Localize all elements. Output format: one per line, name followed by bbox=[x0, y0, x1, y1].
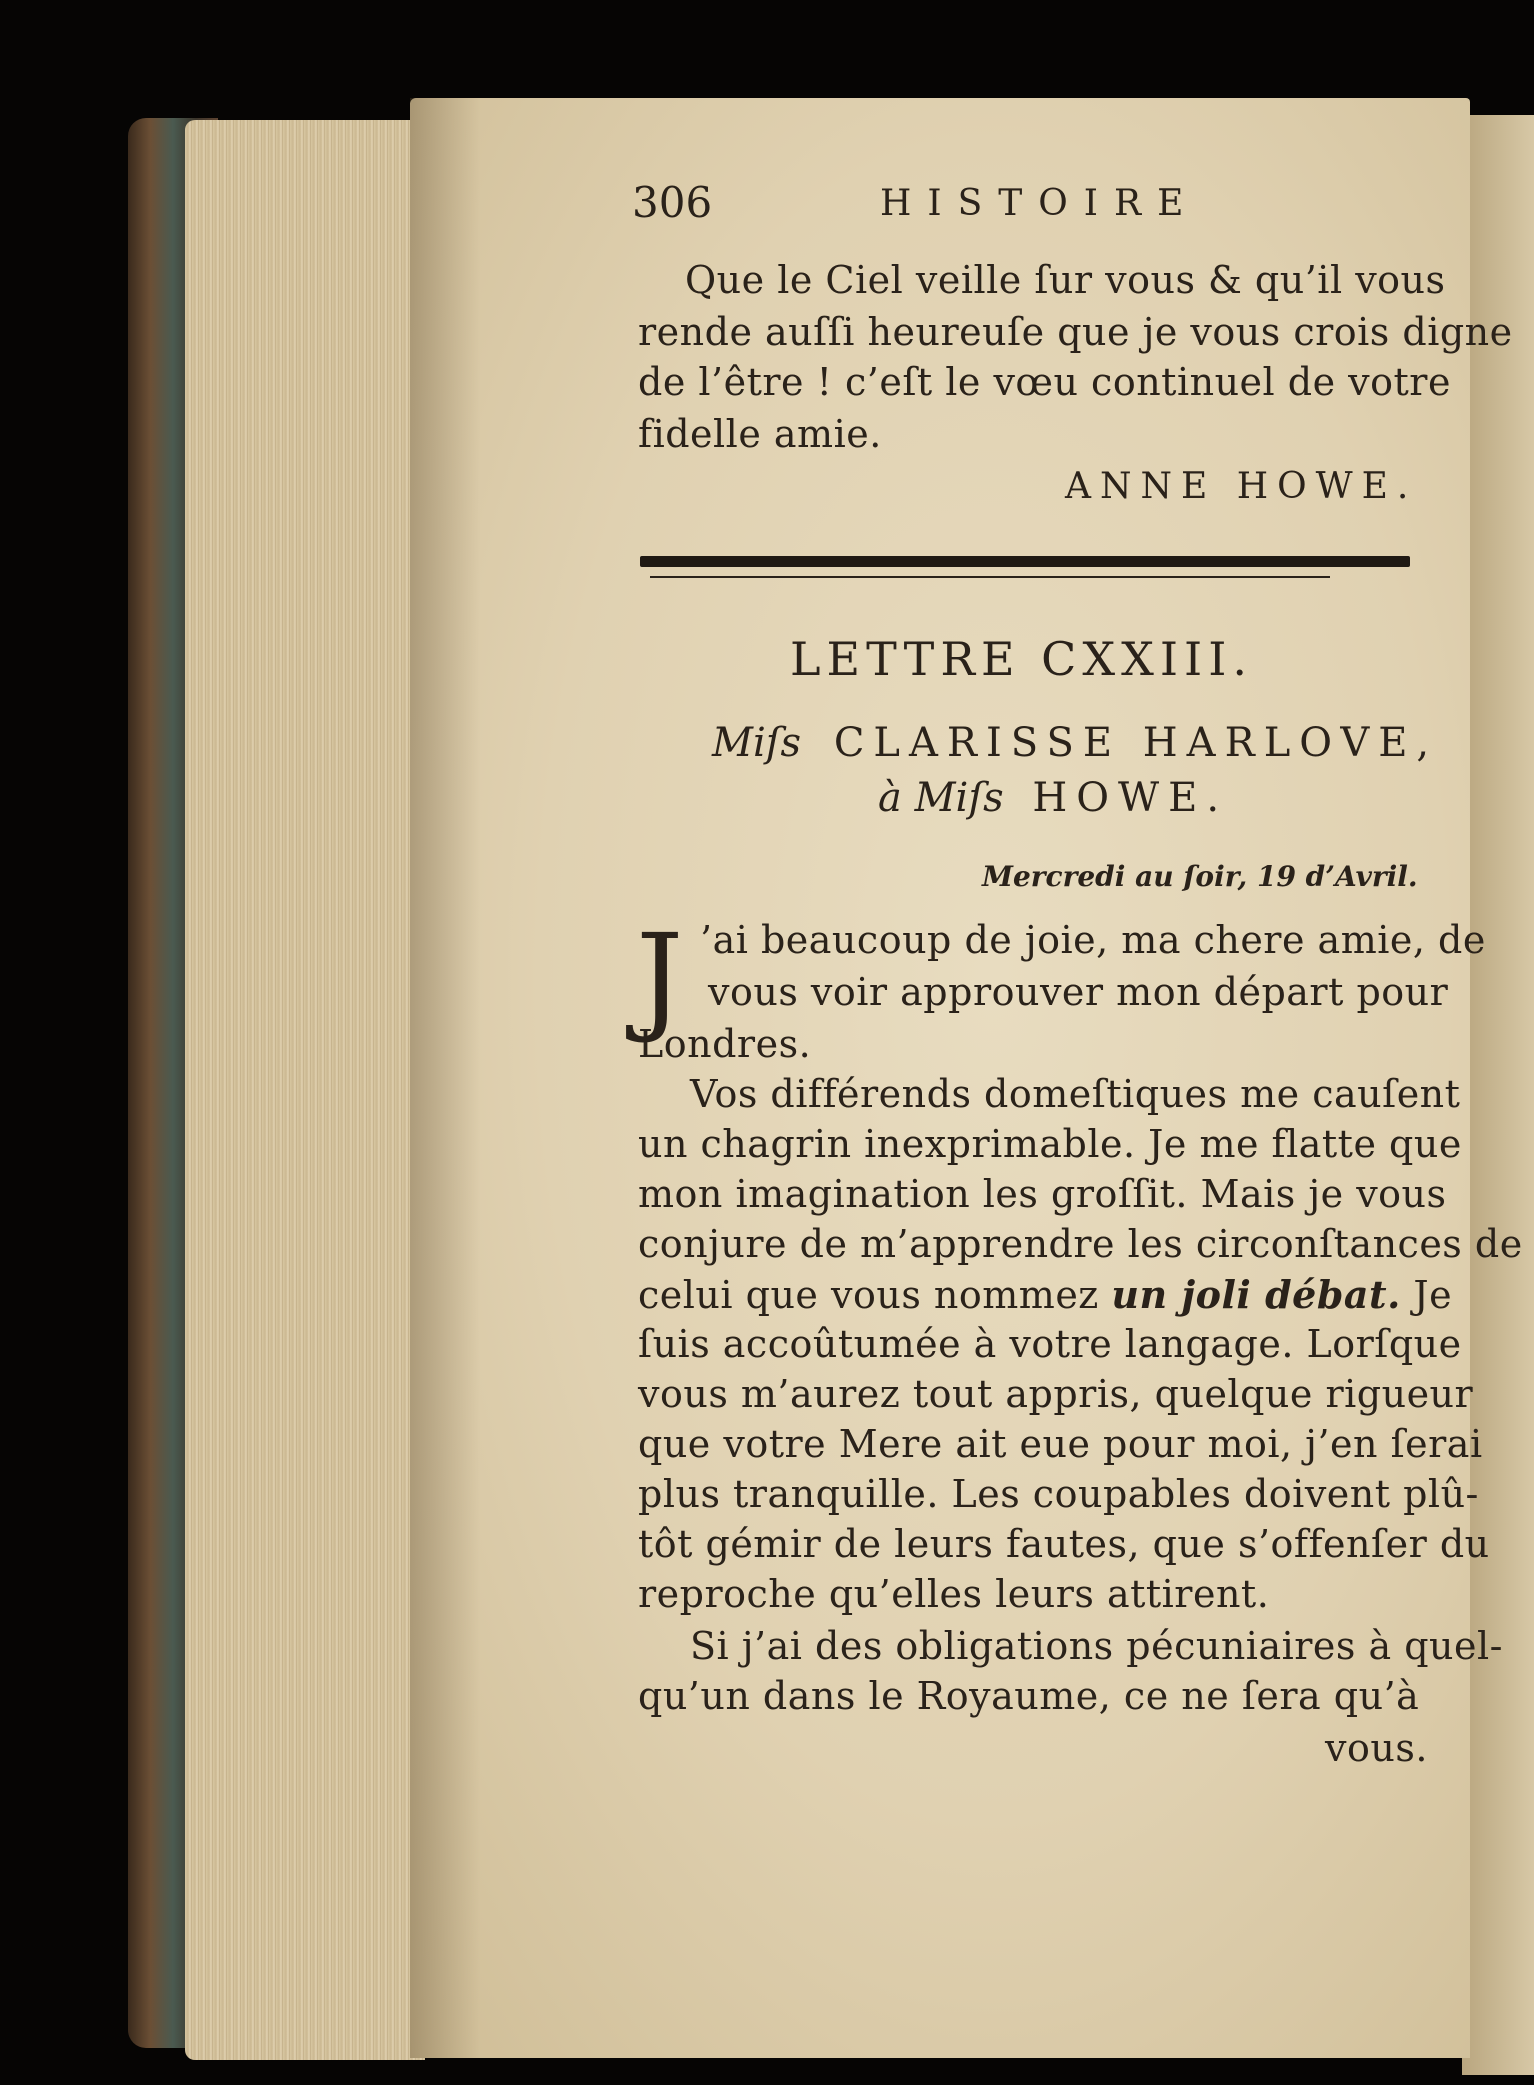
letter-title: LETTRE CXXIII. bbox=[790, 632, 1254, 686]
para1-line-2: vous voir approuver mon départ pour bbox=[708, 970, 1449, 1014]
separator-rule-thin bbox=[650, 576, 1330, 578]
para2-line-1: Vos différends domeſtiques me cauſent bbox=[690, 1072, 1461, 1116]
para2-line-5 bbox=[638, 1272, 1452, 1317]
closing-line-4: fidelle amie. bbox=[638, 412, 882, 456]
signature: ANNE HOWE. bbox=[1065, 466, 1418, 507]
para2-line-4: conjure de m’apprendre les circonſtances de bbox=[638, 1222, 1523, 1266]
para2-line-2: un chagrin inexprimable. Je me flatte que bbox=[638, 1122, 1462, 1166]
salutation-line-1 bbox=[712, 720, 1438, 766]
salutation-line-2 bbox=[878, 775, 1228, 821]
page-number: 306 bbox=[632, 178, 713, 227]
separator-rule-thick bbox=[640, 556, 1410, 567]
para3-line-1: Si j’ai des obligations pécuniaires à quel- bbox=[690, 1624, 1504, 1668]
para2-line-8: que votre Mere ait eue pour moi, j’en ſerai bbox=[638, 1422, 1483, 1466]
para2-line-6: ſuis accoûtumée à votre langage. Lorſque bbox=[638, 1322, 1462, 1366]
para2-line-5-before: celui que vous nommez bbox=[638, 1273, 1112, 1317]
closing-line-2: rende auſſi heureuſe que je vous crois digne bbox=[638, 310, 1513, 354]
next-page-edge bbox=[1462, 115, 1534, 2075]
para2-line-9: plus tranquille. Les coupables doivent plû- bbox=[638, 1472, 1479, 1516]
salutation-miss-1: Miſs bbox=[712, 720, 802, 766]
salutation-miss-2: à Miſs bbox=[878, 775, 1004, 821]
page-edges bbox=[185, 120, 425, 2060]
para2-line-7: vous m’aurez tout appris, quelque rigueur bbox=[638, 1372, 1474, 1416]
para2-line-5-after: Je bbox=[1400, 1273, 1453, 1317]
para1-line-3: Londres. bbox=[638, 1022, 812, 1066]
closing-line-1: Que le Ciel veille ſur vous & qu’il vous bbox=[685, 258, 1446, 302]
drop-cap: J bbox=[636, 908, 684, 1046]
salutation-name-2: HOWE. bbox=[1032, 775, 1229, 821]
para2-line-11: reproche qu’elles leurs attirent. bbox=[638, 1572, 1270, 1616]
salutation-name-1: CLARISSE HARLOVE, bbox=[833, 720, 1439, 766]
closing-line-3: de l’être ! c’eſt le vœu continuel de votre bbox=[638, 360, 1451, 404]
catchword: vous. bbox=[1325, 1726, 1428, 1770]
running-title: HISTOIRE bbox=[880, 183, 1200, 224]
page-gutter-shadow bbox=[410, 98, 480, 2058]
para1-line-1: ’ai beaucoup de joie, ma chere amie, de bbox=[700, 918, 1486, 962]
para2-line-3: mon imagination les groſſit. Mais je vous bbox=[638, 1172, 1447, 1216]
dateline: Mercredi au ſoir, 19 d’Avril. bbox=[982, 860, 1418, 893]
para3-line-2: qu’un dans le Royaume, ce ne ſera qu’à bbox=[638, 1674, 1420, 1718]
para2-line-5-italic: un joli débat. bbox=[1111, 1272, 1401, 1317]
para2-line-10: tôt gémir de leurs fautes, que s’offenſer du bbox=[638, 1522, 1490, 1566]
